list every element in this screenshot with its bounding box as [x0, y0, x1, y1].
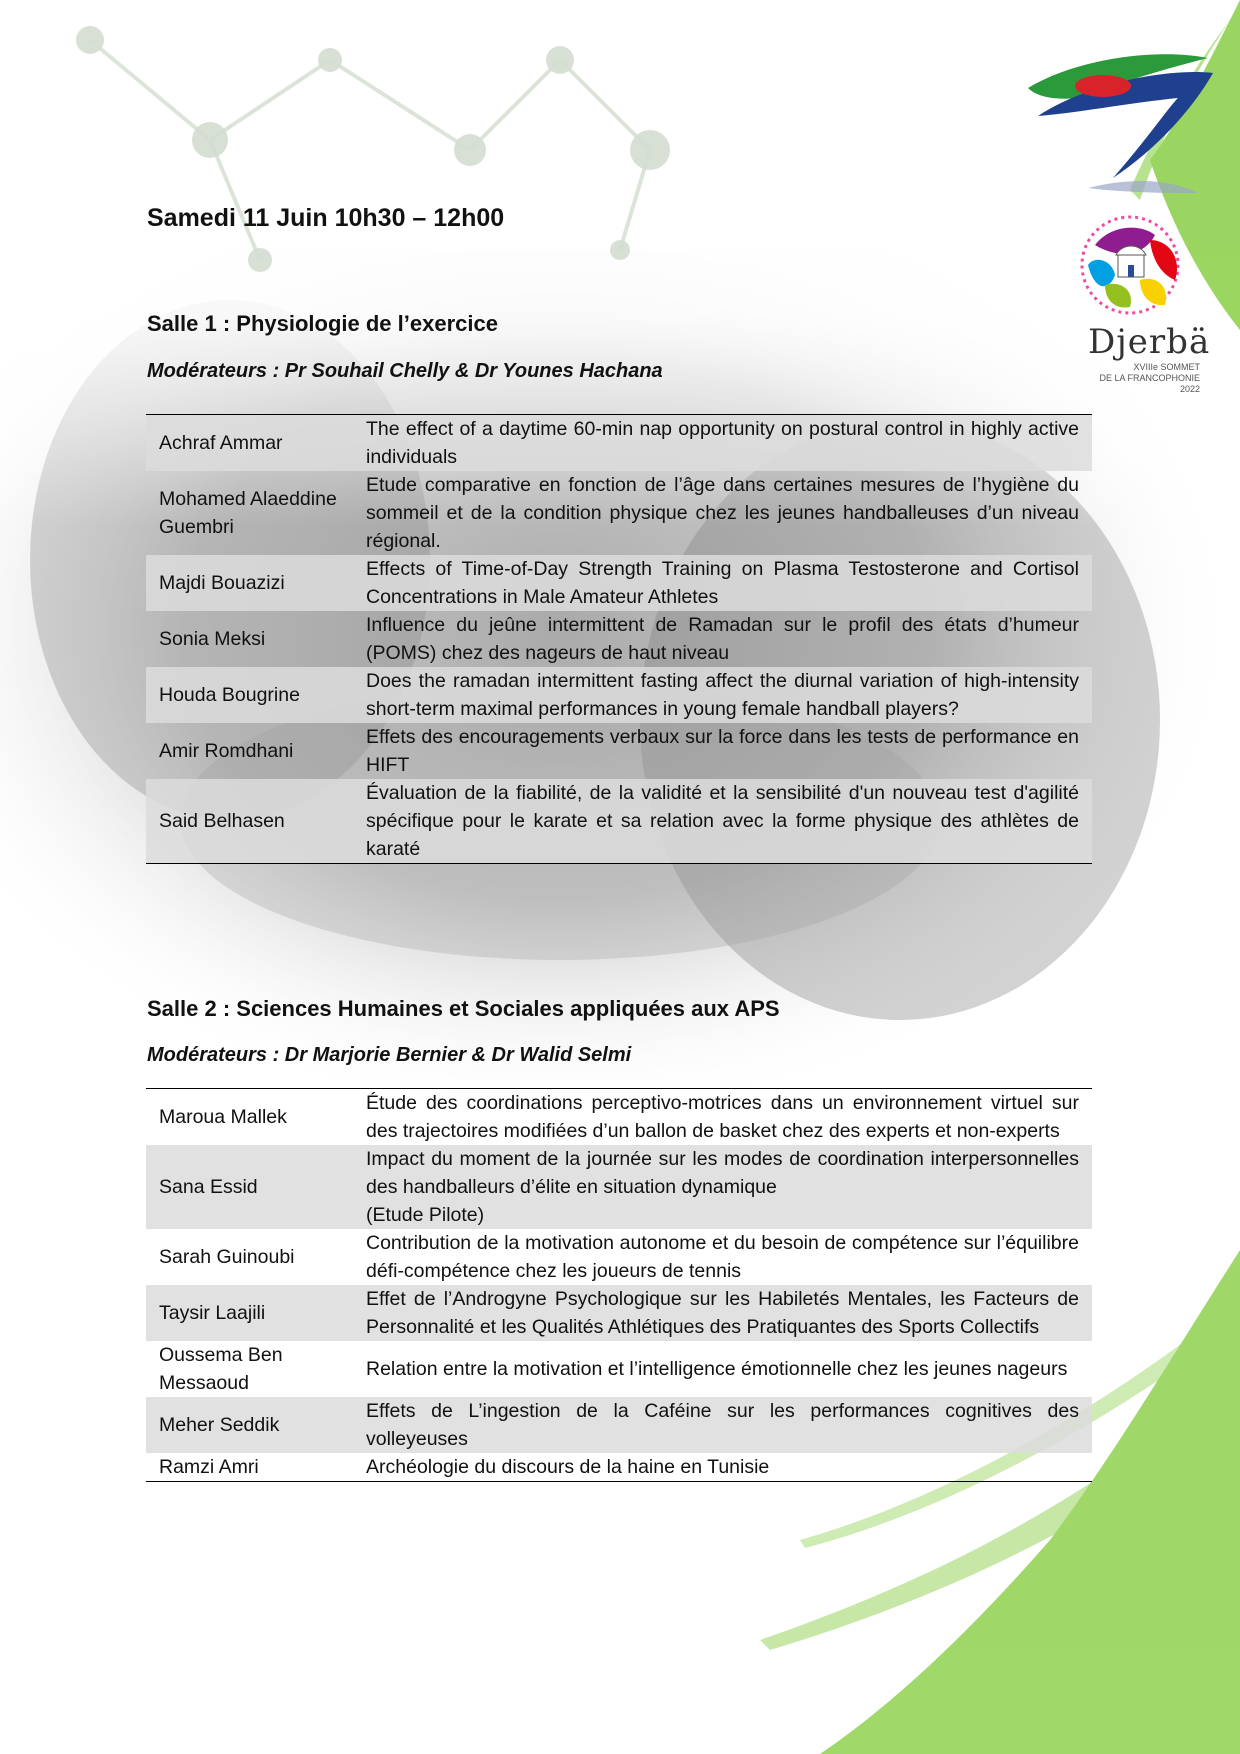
speaker-name: Majdi Bouazizi: [146, 555, 353, 611]
table-row: [146, 1341, 1092, 1397]
table-row: [146, 1397, 1092, 1453]
speaker-name: Said Belhasen: [146, 779, 353, 864]
table-row: [146, 779, 1092, 864]
salle2-moderators: Modérateurs : Dr Marjorie Bernier & Dr Walid Selmi: [147, 1044, 632, 1066]
table-row: [146, 1453, 1092, 1482]
table-row: [146, 471, 1092, 555]
speaker-name: Sana Essid: [146, 1145, 353, 1229]
table-row: [146, 611, 1092, 667]
salle1-moderators: Modérateurs : Pr Souhail Chelly & Dr Younes Hachana: [147, 360, 663, 382]
speaker-name: Mohamed Alaeddine Guembri: [159, 488, 337, 538]
salle2-title: Salle 2 : Sciences Humaines et Sociales appliquées aux APS: [147, 996, 780, 1021]
table-row: [146, 415, 1092, 472]
salle1-program-table: [146, 414, 1092, 864]
table-row: [146, 723, 1092, 779]
table-row: [146, 1145, 1092, 1229]
speaker-name: Oussema Ben Messaoud: [159, 1344, 283, 1394]
speaker-name: Meher Seddik: [146, 1397, 353, 1453]
speaker-name: Houda Bougrine: [146, 667, 353, 723]
speaker-name: Ramzi Amri: [159, 1456, 259, 1478]
djerba-subtitle-line2: DE LA FRANCOPHONIE 2022: [1099, 373, 1200, 394]
table-row: [146, 1229, 1092, 1285]
talk-title: Does the ramadan intermittent fasting affect the diurnal variation of high-intensity short-term maximal performances in young female handball players?: [353, 667, 1092, 723]
talk-title: Étude des coordinations perceptivo-motrices dans un environnement virtuel sur des trajectoires modifiées d’un ballon de basket chez des experts et non-experts: [366, 1092, 1079, 1142]
djerba-wordmark: Djerbä: [1088, 322, 1211, 362]
talk-title-note: (Etude Pilote): [366, 1204, 485, 1226]
talk-title: Contribution de la motivation autonome et du besoin de compétence sur l’équilibre défi-compétence chez les joueurs de tennis: [366, 1232, 1079, 1282]
table-row: [146, 667, 1092, 723]
talk-title: Effet de l’Androgyne Psychologique sur les Habiletés Mentales, les Facteurs de Personnalité et les Qualités Athlétiques des Pratiquantes des Sports Collectifs: [353, 1285, 1092, 1341]
speaker-name: Sarah Guinoubi: [159, 1246, 295, 1268]
talk-title: Archéologie du discours de la haine en Tunisie: [366, 1456, 770, 1478]
speaker-name: Achraf Ammar: [146, 415, 353, 472]
salle1-title: Salle 1 : Physiologie de l’exercice: [147, 311, 498, 336]
speaker-name: Maroua Mallek: [159, 1106, 287, 1128]
talk-title: Évaluation de la fiabilité, de la validité et la sensibilité d'un nouveau test d'agilité spécifique pour le karate et sa relation avec la forme physique des athlètes de karaté: [353, 779, 1092, 864]
talk-title: Etude comparative en fonction de l’âge dans certaines mesures de l’hygiène du sommeil et de la condition physique chez les jeunes handballeuses d’un niveau régional.: [366, 474, 1079, 552]
talk-title: The effect of a daytime 60-min nap opportunity on postural control in highly active individuals: [353, 415, 1092, 472]
speaker-name: Sonia Meksi: [159, 628, 266, 650]
talk-title: Effets de L’ingestion de la Caféine sur les performances cognitives des volleyeuses: [353, 1397, 1092, 1453]
talk-title: Influence du jeûne intermittent de Ramadan sur le profil des états d’humeur (POMS) chez des nageurs de haut niveau: [366, 614, 1079, 664]
talk-title-main: Impact du moment de la journée sur les modes de coordination interpersonnelles des handballeurs d’élite en situation dynamique: [366, 1148, 1079, 1198]
session-date-heading: Samedi 11 Juin 10h30 – 12h00: [147, 204, 505, 232]
salle2-program-table: [146, 1088, 1092, 1482]
table-row: [146, 555, 1092, 611]
talk-title: Effets des encouragements verbaux sur la force dans les tests de performance en HIFT: [366, 726, 1079, 776]
speaker-name: Taysir Laajili: [146, 1285, 353, 1341]
djerba-subtitle-line1: XVIIIe SOMMET: [1133, 362, 1200, 372]
talk-title: Relation entre la motivation et l’intelligence émotionnelle chez les jeunes nageurs: [366, 1358, 1068, 1380]
talk-title: Effects of Time-of-Day Strength Training on Plasma Testosterone and Cortisol Concentrations in Male Amateur Athletes: [353, 555, 1092, 611]
speaker-name: Amir Romdhani: [159, 740, 294, 762]
table-row: [146, 1089, 1092, 1146]
table-row: [146, 1285, 1092, 1341]
talk-title: [353, 1145, 1092, 1229]
